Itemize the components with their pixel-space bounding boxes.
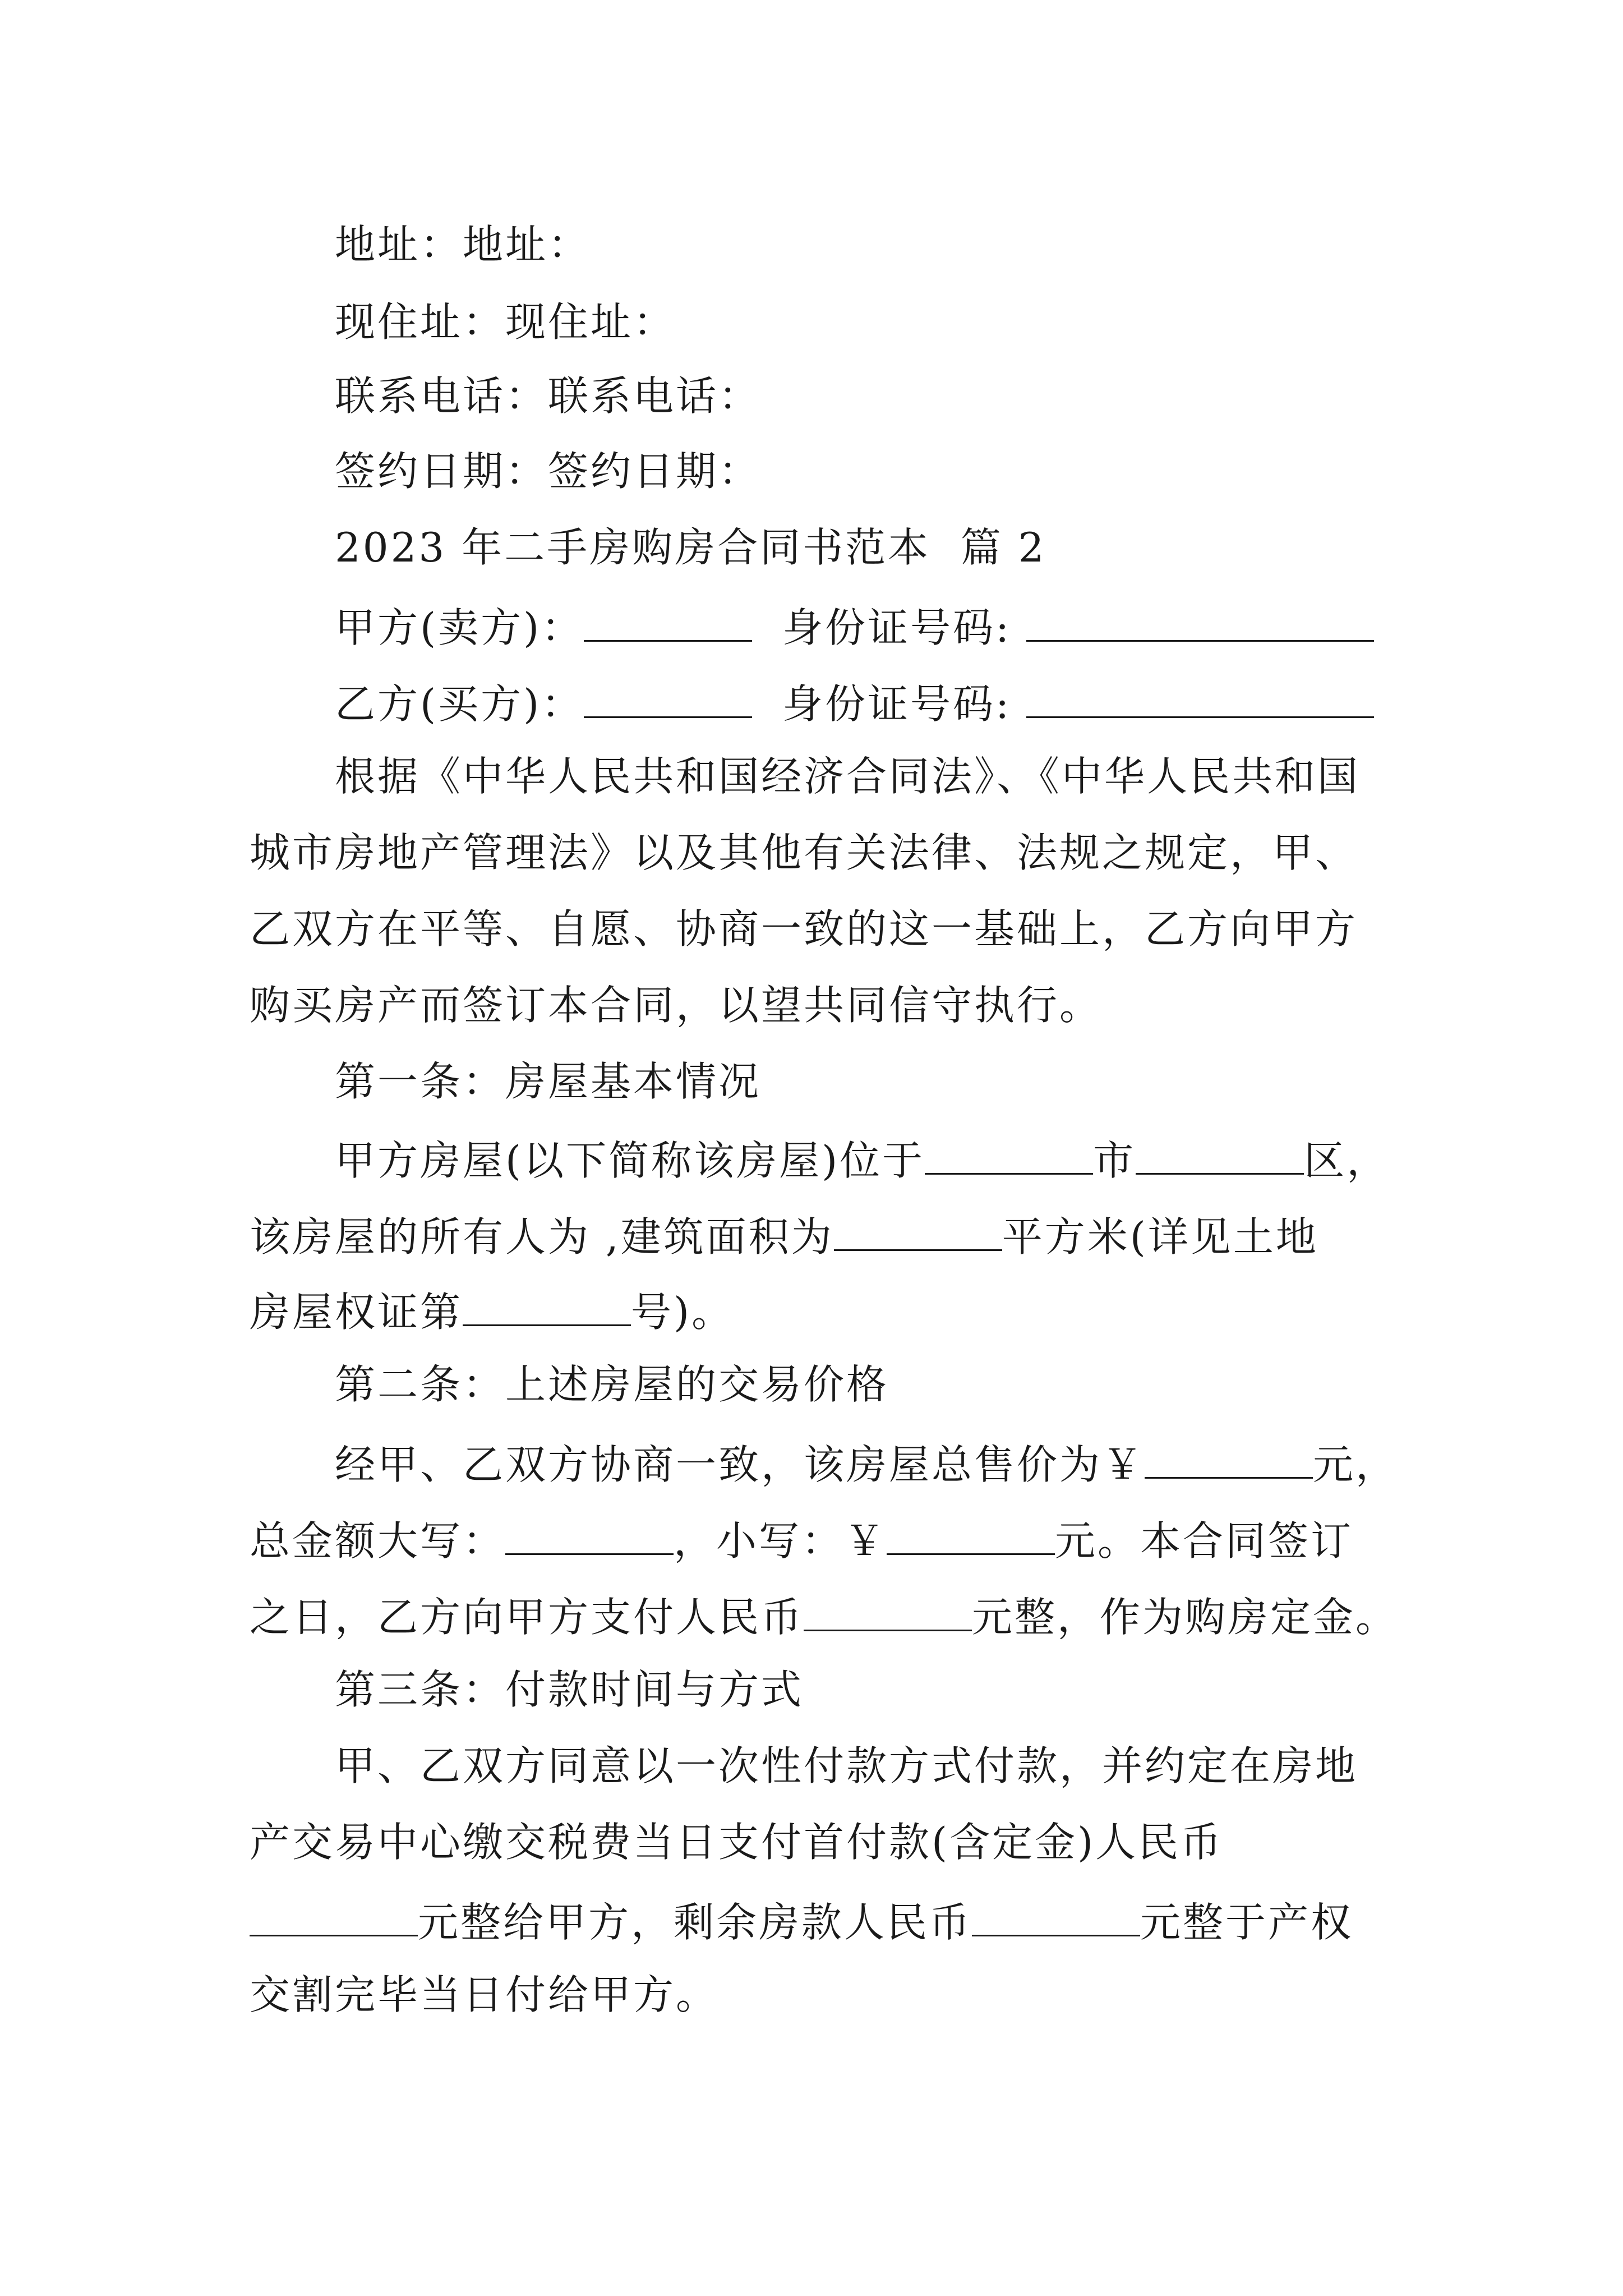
- current-address-line: 现住址：现住址：: [335, 298, 676, 346]
- article-1-line-3: 房屋权证第 号)。: [250, 1288, 735, 1336]
- signing-date-line: 签约日期：签约日期：: [335, 448, 762, 495]
- deposit-blank: [804, 1593, 972, 1631]
- party-b-id-blank: [1026, 680, 1374, 718]
- preamble-line-3: 乙双方在平等、自愿、协商一致的这一基础上，乙方向甲方: [250, 905, 1358, 953]
- article-3-line-1: 甲、乙双方同意以一次性付款方式付款，并约定在房地: [335, 1742, 1358, 1789]
- section-heading: 2023 年二手房购房合同书范本 篇 2: [335, 524, 1046, 571]
- party-b-line: 乙方(买方)： 身份证号码:: [335, 680, 1374, 724]
- article-2-line-1: 经甲、乙双方协商一致，该房屋总售价为￥ 元，: [335, 1441, 1399, 1488]
- article-2-heading: 第二条：上述房屋的交易价格: [335, 1361, 889, 1408]
- party-a-id-blank: [1026, 604, 1374, 642]
- area-blank: [834, 1213, 1002, 1251]
- article-3-line-3: 元整给甲方，剩余房款人民币 元整于产权: [250, 1898, 1353, 1943]
- remaining-payment-blank: [972, 1898, 1140, 1936]
- preamble-line-1: 根据《中华人民共和国经济合同法》、《中华人民共和国: [335, 753, 1361, 800]
- party-a-name-blank: [584, 604, 752, 642]
- down-payment-blank: [250, 1898, 418, 1936]
- total-price-blank: [1145, 1441, 1313, 1479]
- article-3-line-4: 交割完毕当日付给甲方。: [250, 1971, 719, 2018]
- amount-figures-blank: [887, 1517, 1055, 1555]
- phone-line: 联系电话：联系电话：: [335, 372, 762, 420]
- party-a-line: 甲方(卖方)： 身份证号码:: [335, 604, 1374, 648]
- article-2-line-3: 之日，乙方向甲方支付人民币 元整，作为购房定金。: [250, 1593, 1399, 1641]
- address-line: 地址：地址：: [335, 221, 591, 268]
- city-blank: [925, 1137, 1093, 1175]
- certificate-blank: [463, 1288, 631, 1326]
- preamble-line-4: 购买房产而签订本合同，以望共同信守执行。: [250, 982, 1103, 1029]
- party-b-name-blank: [584, 680, 752, 718]
- article-3-line-2: 产交易中心缴交税费当日支付首付款(含定金)人民币: [250, 1819, 1224, 1866]
- article-3-heading: 第三条：付款时间与方式: [335, 1666, 804, 1713]
- district-blank: [1136, 1137, 1304, 1175]
- preamble-line-2: 城市房地产管理法》以及其他有关法律、法规之规定，甲、: [250, 829, 1358, 876]
- amount-words-blank: [505, 1517, 674, 1555]
- article-1-heading: 第一条：房屋基本情况: [335, 1058, 762, 1105]
- article-1-line-1: 甲方房屋(以下简称该房屋)位于 市 区，: [335, 1137, 1390, 1184]
- article-2-line-2: 总金额大写： ，小写：￥ 元。本合同签订: [250, 1517, 1354, 1565]
- article-1-line-2: 该房屋的所有人为 ,建筑面积为 平方米(详见土地: [250, 1213, 1318, 1260]
